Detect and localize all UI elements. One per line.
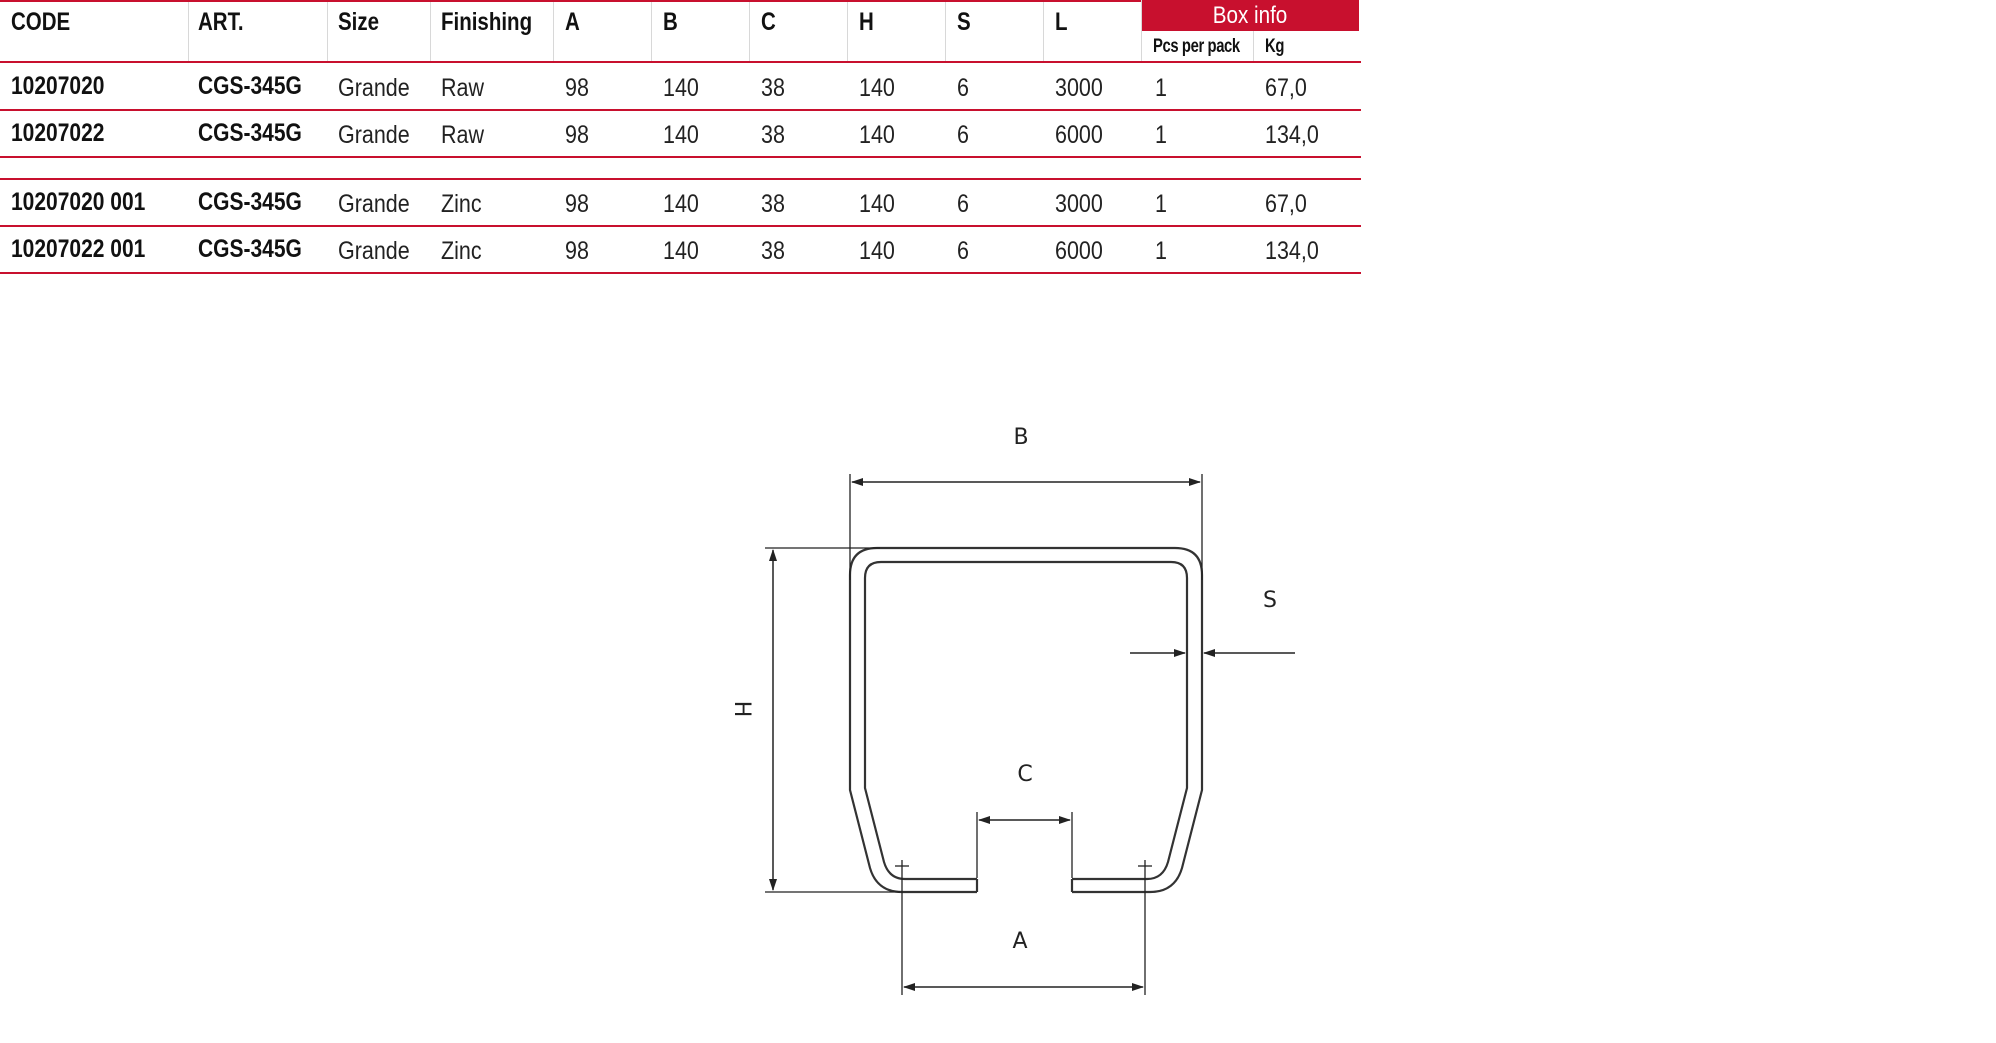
- cell-code: 10207020 001: [11, 188, 146, 216]
- header-l: L: [1055, 8, 1068, 36]
- cell-art: CGS-345G: [198, 119, 302, 147]
- cell-l: 3000: [1055, 190, 1103, 218]
- cell-b: 140: [663, 121, 699, 149]
- header-s: S: [957, 8, 971, 36]
- cell-finishing: Raw: [441, 121, 485, 149]
- cell-c: 38: [761, 237, 785, 265]
- cell-pcs: 1: [1155, 237, 1167, 265]
- cell-l: 3000: [1055, 74, 1103, 102]
- profile-outer-outline: [850, 548, 1202, 892]
- cell-code: 10207022 001: [11, 235, 146, 263]
- cell-a: 98: [565, 74, 589, 102]
- header-kg: Kg: [1265, 36, 1284, 57]
- cell-kg: 67,0: [1265, 74, 1307, 102]
- header-code: CODE: [11, 8, 71, 36]
- cell-h: 140: [859, 74, 895, 102]
- header-c: C: [761, 8, 776, 36]
- cell-a: 98: [565, 237, 589, 265]
- cell-l: 6000: [1055, 121, 1103, 149]
- cell-kg: 134,0: [1265, 121, 1319, 149]
- cell-a: 98: [565, 121, 589, 149]
- header-a: A: [565, 8, 580, 36]
- header-h: H: [859, 8, 874, 36]
- cell-art: CGS-345G: [198, 235, 302, 263]
- cell-s: 6: [957, 121, 969, 149]
- cell-size: Grande: [338, 74, 410, 102]
- cell-h: 140: [859, 190, 895, 218]
- cell-finishing: Raw: [441, 74, 485, 102]
- cell-c: 38: [761, 121, 785, 149]
- cell-b: 140: [663, 74, 699, 102]
- header-finishing: Finishing: [441, 8, 533, 36]
- profile-inner-outline: [865, 562, 1187, 879]
- header-b: B: [663, 8, 678, 36]
- dimension-s-label: S: [1263, 588, 1277, 613]
- cell-size: Grande: [338, 190, 410, 218]
- header-size: Size: [338, 8, 380, 36]
- cell-size: Grande: [338, 121, 410, 149]
- cell-kg: 134,0: [1265, 237, 1319, 265]
- cell-art: CGS-345G: [198, 188, 302, 216]
- cell-c: 38: [761, 190, 785, 218]
- header-art: ART.: [198, 8, 244, 36]
- cell-pcs: 1: [1155, 74, 1167, 102]
- cell-h: 140: [859, 121, 895, 149]
- cell-pcs: 1: [1155, 190, 1167, 218]
- box-info-label: Box info: [1212, 2, 1288, 29]
- cell-b: 140: [663, 237, 699, 265]
- cell-code: 10207020: [11, 72, 105, 100]
- cell-h: 140: [859, 237, 895, 265]
- cell-s: 6: [957, 237, 969, 265]
- dimension-c-label: C: [1017, 762, 1033, 787]
- cell-c: 38: [761, 74, 785, 102]
- cell-code: 10207022: [11, 119, 105, 147]
- cell-kg: 67,0: [1265, 190, 1307, 218]
- cell-s: 6: [957, 74, 969, 102]
- cell-s: 6: [957, 190, 969, 218]
- cell-art: CGS-345G: [198, 72, 302, 100]
- header-pcs-per-pack: Pcs per pack: [1153, 36, 1240, 57]
- dimension-a-label: A: [1012, 929, 1028, 954]
- cell-l: 6000: [1055, 237, 1103, 265]
- cell-b: 140: [663, 190, 699, 218]
- cell-a: 98: [565, 190, 589, 218]
- cell-size: Grande: [338, 237, 410, 265]
- cell-finishing: Zinc: [441, 237, 482, 265]
- cell-finishing: Zinc: [441, 190, 482, 218]
- dimension-h-label: H: [729, 700, 754, 718]
- cell-pcs: 1: [1155, 121, 1167, 149]
- dimension-b-label: B: [1013, 425, 1029, 450]
